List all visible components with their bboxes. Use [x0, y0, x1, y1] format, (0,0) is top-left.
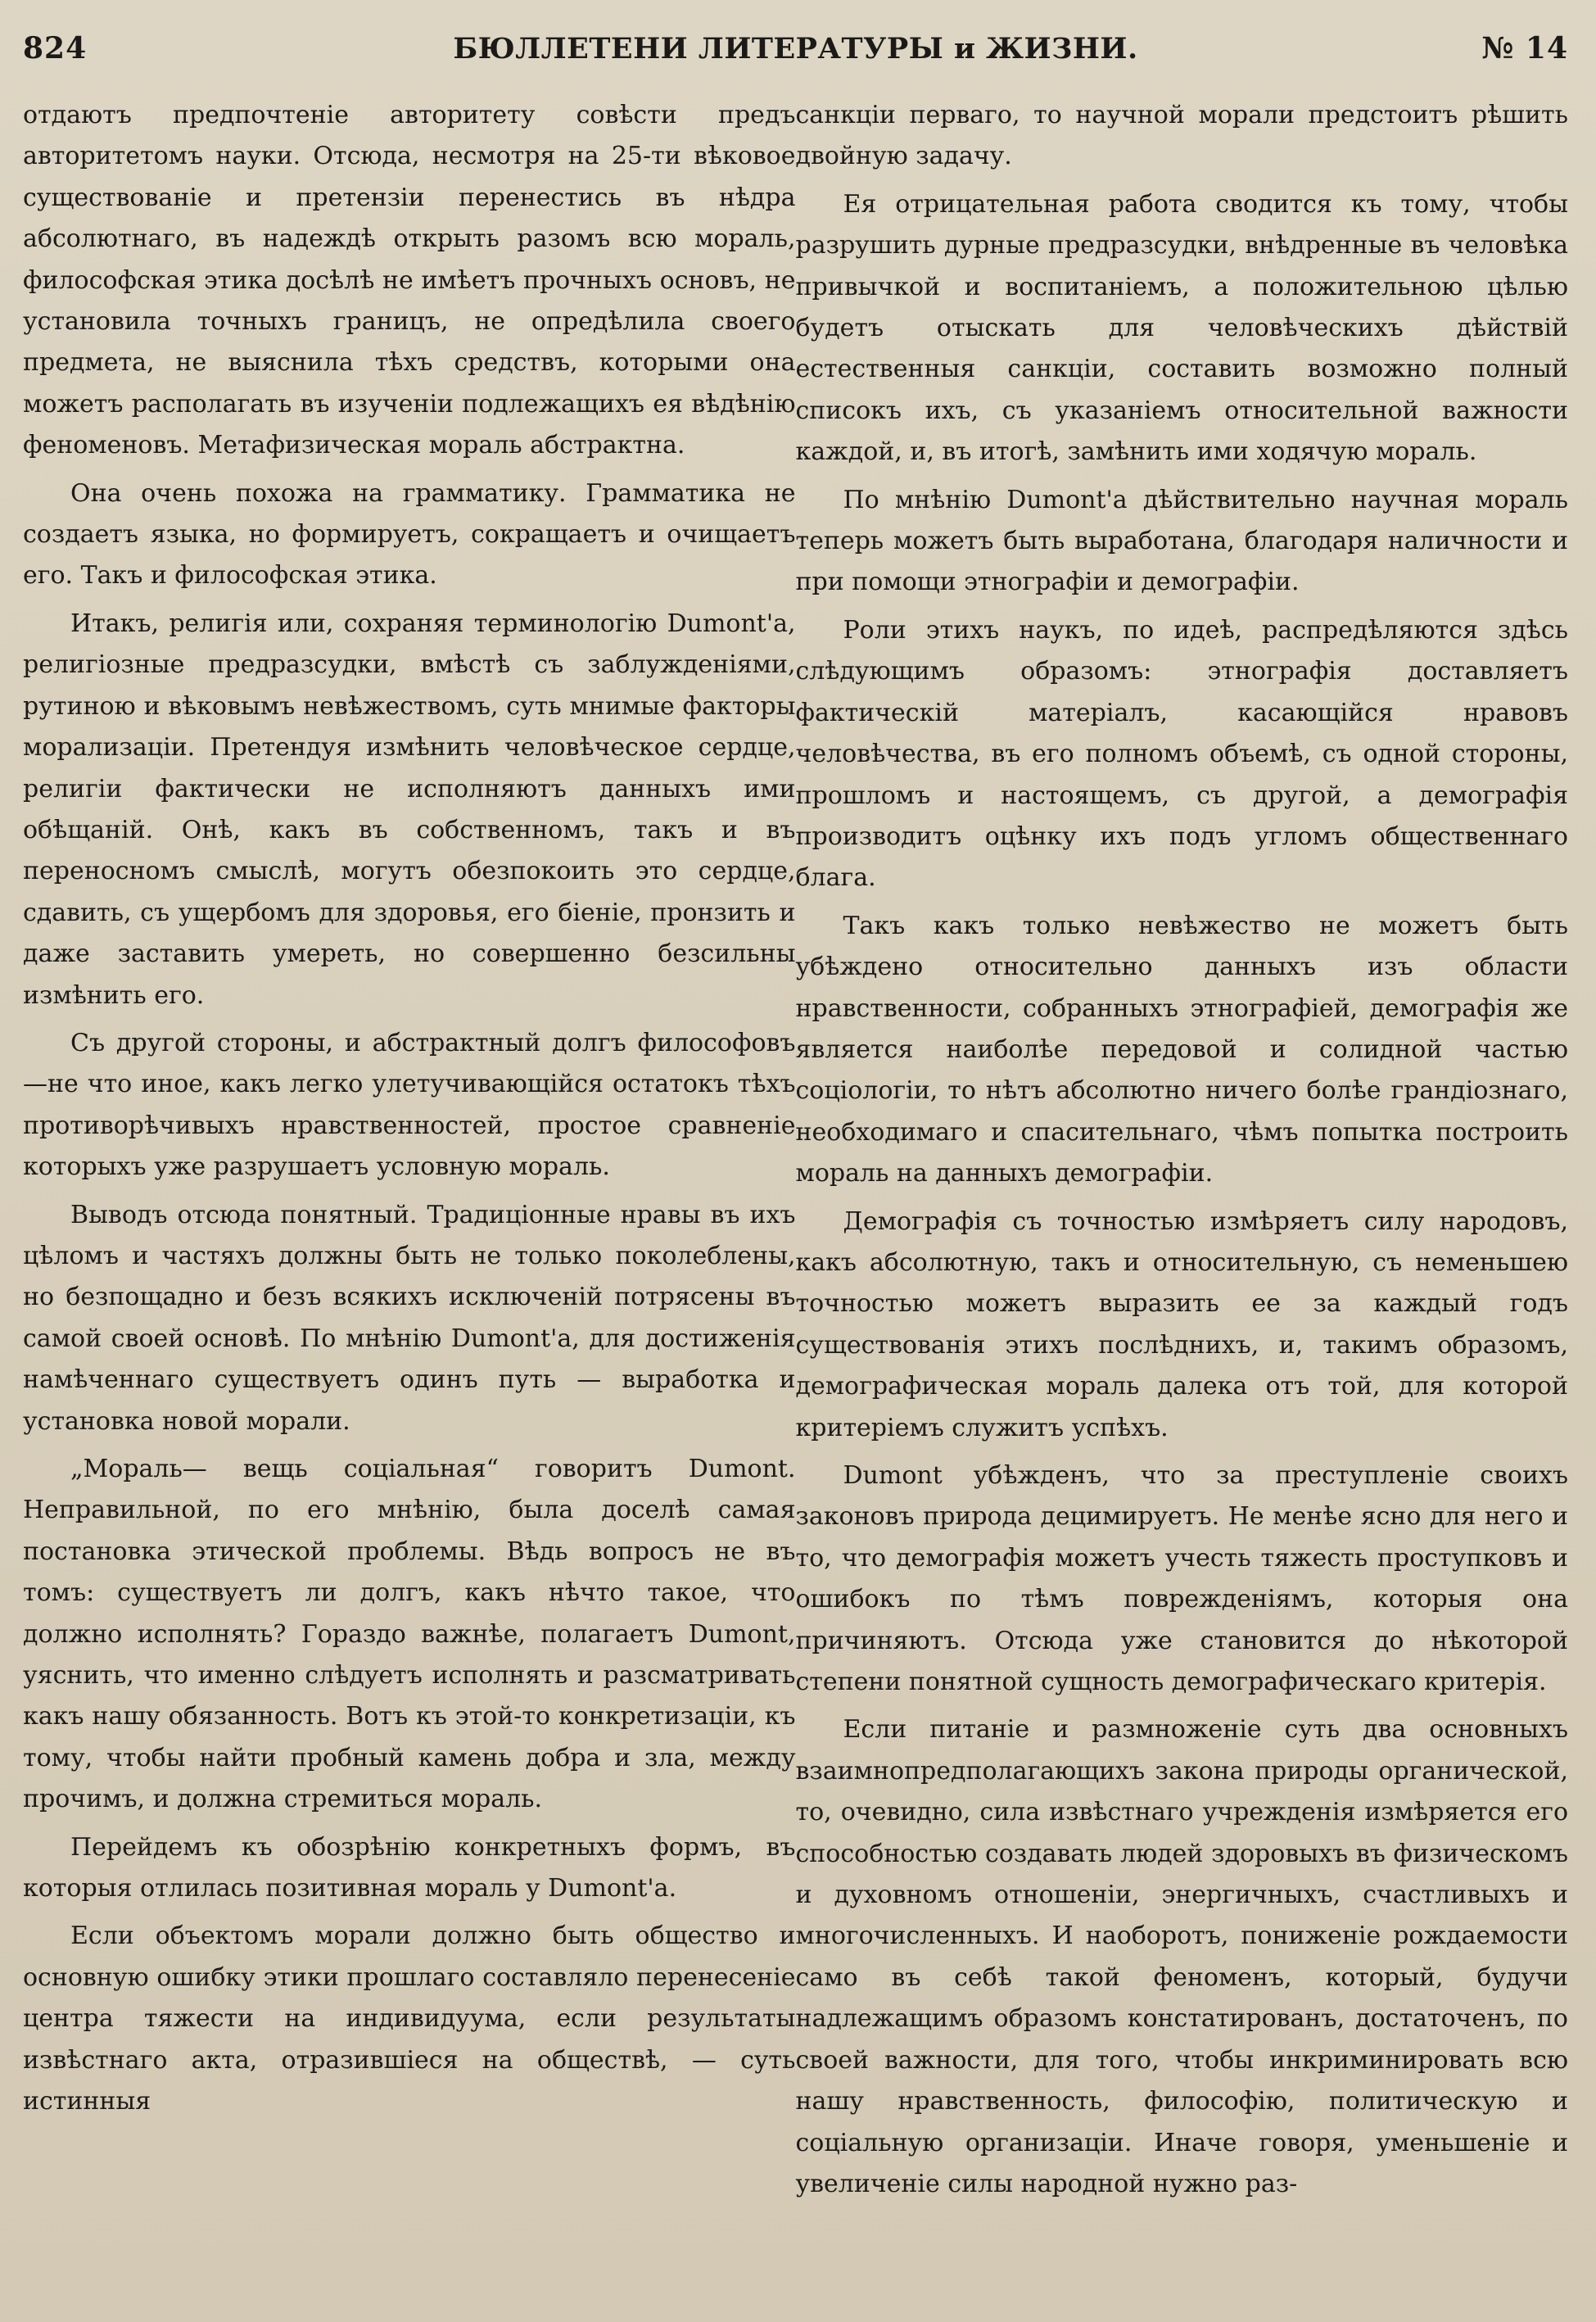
paragraph: Итакъ, религія или, сохраняя терминологію Dumont'а, религіозные предразсудки, вмѣстѣ съ заблужденіями, рутиною и вѣковымъ невѣжествомъ, суть мнимые факторы морализаціи. Претендуя измѣнить человѣческое сердце, религіи фактически не исполняютъ данныхъ ими обѣщаній. Онѣ, какъ въ собственномъ, такъ и въ переносномъ смыслѣ, могутъ обезпокоить это сердце, сдавить, съ ущербомъ для здоровья, его біеніе, пронзить и даже заставить умереть, но совершенно безсильны измѣнить его. — [23, 609, 796, 1010]
issue-number: № 14 — [1481, 31, 1568, 66]
left-column — [23, 95, 796, 2205]
paragraph: Dumont убѣжденъ, что за преступленіе своихъ законовъ природа децимируетъ. Не менѣе ясно для него и то, что демографія можетъ учесть тяжесть проступковъ и ошибокъ по тѣмъ поврежденіямъ, которыя она причиняютъ. Отсюда уже становится до нѣкоторой степени понятной сущность демографическаго критерія. — [795, 1461, 1568, 1697]
running-header — [23, 31, 1568, 77]
paragraph: санкціи перваго, то научной морали предстоитъ рѣшить двойную задачу. — [795, 101, 1568, 171]
paragraph: Такъ какъ только невѣжество не можетъ быть убѣждено относительно данныхъ изъ области нравственности, собранныхъ этнографіей, демографія же является наиболѣе передовой и солидной частью соціологіи, то нѣтъ абсолютно ничего болѣе грандіознаго, необходимаго и спасительнаго, чѣмъ попытка построить мораль на данныхъ демографіи. — [795, 911, 1568, 1188]
paragraph: Она очень похожа на грамматику. Грамматика не создаетъ языка, но формируетъ, сокращаетъ и очищаетъ его. Такъ и философская этика. — [23, 478, 796, 591]
paragraph: Выводъ отсюда понятный. Традиціонные нравы въ ихъ цѣломъ и частяхъ должны быть не только поколеблены, но безпощадно и безъ всякихъ исключеній потрясены въ самой своей основѣ. По мнѣнію Dumont'а, для достиженія намѣченнаго существуетъ одинъ путь — выработка и установка новой морали. — [23, 1200, 796, 1436]
paragraph: Роли этихъ наукъ, по идеѣ, распредѣляются здѣсь слѣдующимъ образомъ: этнографія доставляетъ фактическій матеріалъ, касающійся нравовъ человѣчества, въ его полномъ объемѣ, съ одной стороны, прошломъ и настоящемъ, съ другой, а демографія производитъ оцѣнку ихъ подъ угломъ общественнаго блага. — [795, 615, 1568, 893]
paragraph: Если питаніе и размноженіе суть два основныхъ взаимнопредполагающихъ закона природы органической, то, очевидно, сила извѣстнаго учрежденія измѣряется его способностью создавать людей здоровыхъ въ физическомъ и духовномъ отношеніи, энергичныхъ, счастливыхъ и многочисленныхъ. И наоборотъ, пониженіе рождаемости само въ себѣ такой феноменъ, который, будучи надлежащимъ образомъ констатированъ, достаточенъ, по своей важности, для того, чтобы инкриминировать всю нашу нравственность, философію, политическую и соціальную организаціи. Иначе говоря, уменьшеніе и увеличеніе силы народной нужно раз- — [795, 1715, 1568, 2198]
paragraph: Ея отрицательная работа сводится къ тому, чтобы разрушить дурные предразсудки, внѣдренные въ человѣка привычкой и воспитаніемъ, а положительною цѣлью будетъ отыскать для человѣческихъ дѣйствій естественныя санкціи, составить возможно полный списокъ ихъ, съ указаніемъ относительной важности каждой, и, въ итогѣ, замѣнить ими ходячую мораль. — [795, 189, 1568, 467]
paragraph: Съ другой стороны, и абстрактный долгъ философовъ—не что иное, какъ легко улетучивающійся остатокъ тѣхъ противорѣчивыхъ нравственностей, простое сравненіе которыхъ уже разрушаетъ условную мораль. — [23, 1028, 796, 1182]
paragraph: „Мораль— вещь соціальная“ говоритъ Dumont. Неправильной, по его мнѣнію, была доселѣ самая постановка этической проблемы. Вѣдь вопросъ не въ томъ: существуетъ ли долгъ, какъ нѣчто такое, что должно исполнять? Гораздо важнѣе, полагаетъ Dumont, уяснить, что именно слѣдуетъ исполнять и разсматривать какъ нашу обязанность. Вотъ къ этой-то конкретизаціи, къ тому, чтобы найти пробный камень добра и зла, между прочимъ, и должна стремиться мораль. — [23, 1455, 796, 1814]
paragraph: Если объектомъ морали должно быть общество и основную ошибку этики прошлаго составляло перенесеніе центра тяжести на индивидуума, если результаты извѣстнаго акта, отразившіеся на обществѣ, — суть истинныя — [23, 1921, 796, 2116]
paragraph: Перейдемъ къ обозрѣнію конкретныхъ формъ, въ которыя отлилась позитивная мораль у Dumont'а. — [23, 1832, 796, 1903]
journal-title: БЮЛЛЕТЕНИ ЛИТЕРАТУРЫ и ЖИЗНИ. — [453, 32, 1138, 66]
text-columns — [23, 95, 1568, 2205]
right-column — [796, 95, 1569, 2205]
page-number: 824 — [23, 31, 88, 66]
paragraph: Демографія съ точностью измѣряетъ силу народовъ, какъ абсолютную, такъ и относительную, съ неменьшею точностью можетъ выразить ее за каждый годъ существованія этихъ послѣднихъ, и, такимъ образомъ, демографическая мораль далека отъ той, для которой критеріемъ служитъ успѣхъ. — [795, 1206, 1568, 1442]
paragraph: отдаютъ предпочтеніе авторитету совѣсти предъ авторитетомъ науки. Отсюда, несмотря на 25-ти вѣковое существованіе и претензіи перенестись въ нѣдра абсолютнаго, въ надеждѣ открыть разомъ всю мораль, философская этика досѣлѣ не имѣетъ прочныхъ основъ, не установила точныхъ границъ, не опредѣлила своего предмета, не выяснила тѣхъ средствъ, которыми она можетъ располагать въ изученіи подлежащихъ ея вѣдѣнію феноменовъ. Метафизическая мораль абстрактна. — [23, 101, 796, 460]
paragraph: По мнѣнію Dumont'а дѣйствительно научная мораль теперь можетъ быть выработана, благодаря наличности и при помощи этнографіи и демографіи. — [795, 485, 1568, 597]
